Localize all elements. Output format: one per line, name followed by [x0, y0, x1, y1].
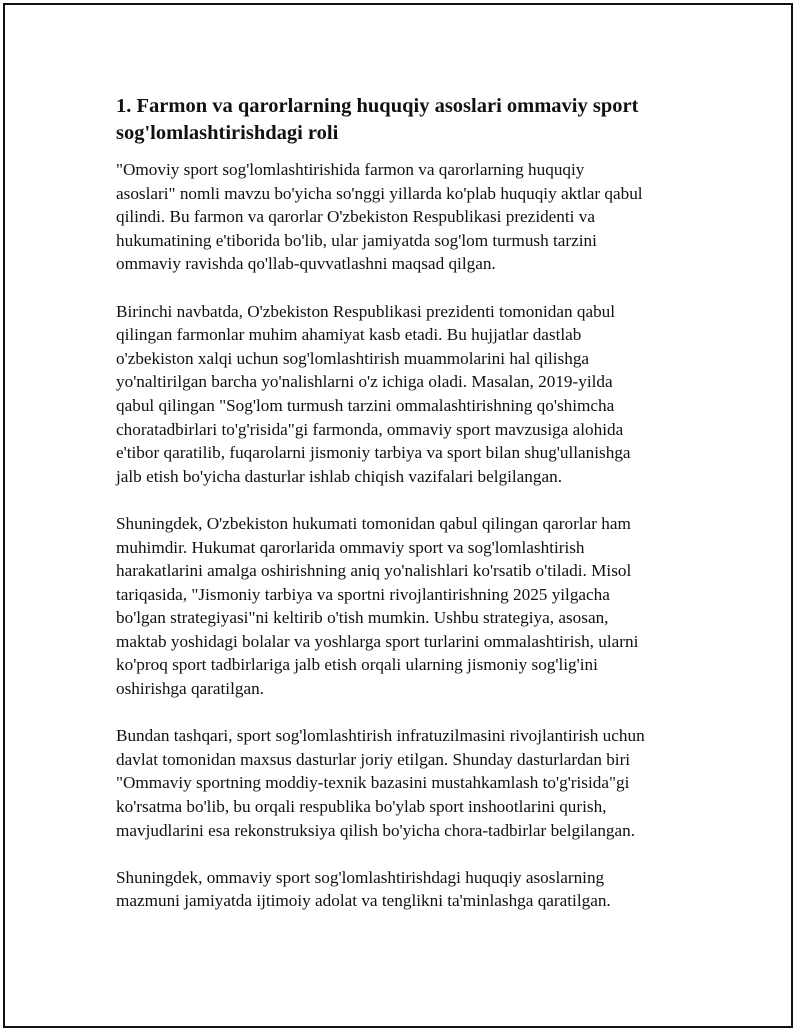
- paragraph-2: Birinchi navbatda, O'zbekiston Respublikasi prezidenti tomonidan qabul qilingan farmonlar muhim ahamiyat kasb etadi. Bu hujjatlar dastlab o'zbekiston xalqi uchun sog'lomlashtirish muammolarini hal qilishga yo'naltirilgan barcha yo'nalishlarni o'z ichiga oladi. Masalan, 2019-yilda qabul qilingan "Sog'lom turmush tarzini ommalashtirishning qo'shimcha choratadbirlari to'g'risida"gi farmonda, ommaviy sport mavzusiga alohida e'tibor qaratilib, fuqarolarni jismoniy tarbiya va sport bilan shug'ullanishga jalb etish bo'yicha dasturlar ishlab chiqish vazifalari belgilangan.: [116, 301, 631, 486]
- paragraph-3: Shuningdek, O'zbekiston hukumati tomonidan qabul qilingan qarorlar ham muhimdir. Hukumat qarorlarida ommaviy sport va sog'lomlashtirish harakatlarini amalga oshirishning aniq yo'nalishlari ko'rsatib o'tiladi. Misol tariqasida, "Jismoniy tarbiya va sportni rivojlantirishning 2025 yilgacha bo'lgan strategiyasi"ni keltirib o'tish mumkin. Ushbu strategiya, asosan, maktab yoshidagi bolalar va yoshlarga sport turlarini ommalashtirish, ularni ko'proq sport tadbirlariga jalb etish orqali ularning jismoniy sog'lig'ini oshirishga qaratilgan.: [116, 513, 639, 699]
- document-body: [116, 93, 692, 937]
- paragraph-4: Bundan tashqari, sport sog'lomlashtirish infratuzilmasini rivojlantirish uchun davlat tomonidan maxsus dasturlar joriy etilgan. Shunday dasturlardan biri "Ommaviy sportning moddiy-texnik bazasini mustahkamlash to'g'risida"gi ko'rsatma bo'lib, bu orqali respublika bo'ylab sport inshootlarini qurish, mavjudlarini esa rekonstruksiya qilish bo'yicha chora-tadbirlar belgilangan.: [116, 726, 645, 840]
- paragraph-5: Shuningdek, ommaviy sport sog'lomlashtirishdagi huquqiy asoslarning mazmuni jamiyatda ijtimoiy adolat va tenglikni ta'minlashga qaratilgan.: [116, 867, 611, 911]
- section-heading: 1. Farmon va qarorlarning huquqiy asoslari ommaviy sport sog'lomlashtirishdagi roli: [116, 95, 639, 144]
- paragraph-1: "Omoviy sport sog'lomlashtirishida farmon va qarorlarning huquqiy asoslari" nomli mavzu bo'yicha so'nggi yillarda ko'plab huquqiy aktlar qabul qilindi. Bu farmon va qarorlar O'zbekiston Respublikasi prezidenti va hukumatining e'tiborida bo'lib, ular jamiyatda sog'lom turmush tarzini ommaviy ravishda qo'llab-quvvatlashni maqsad qilgan.: [116, 160, 643, 274]
